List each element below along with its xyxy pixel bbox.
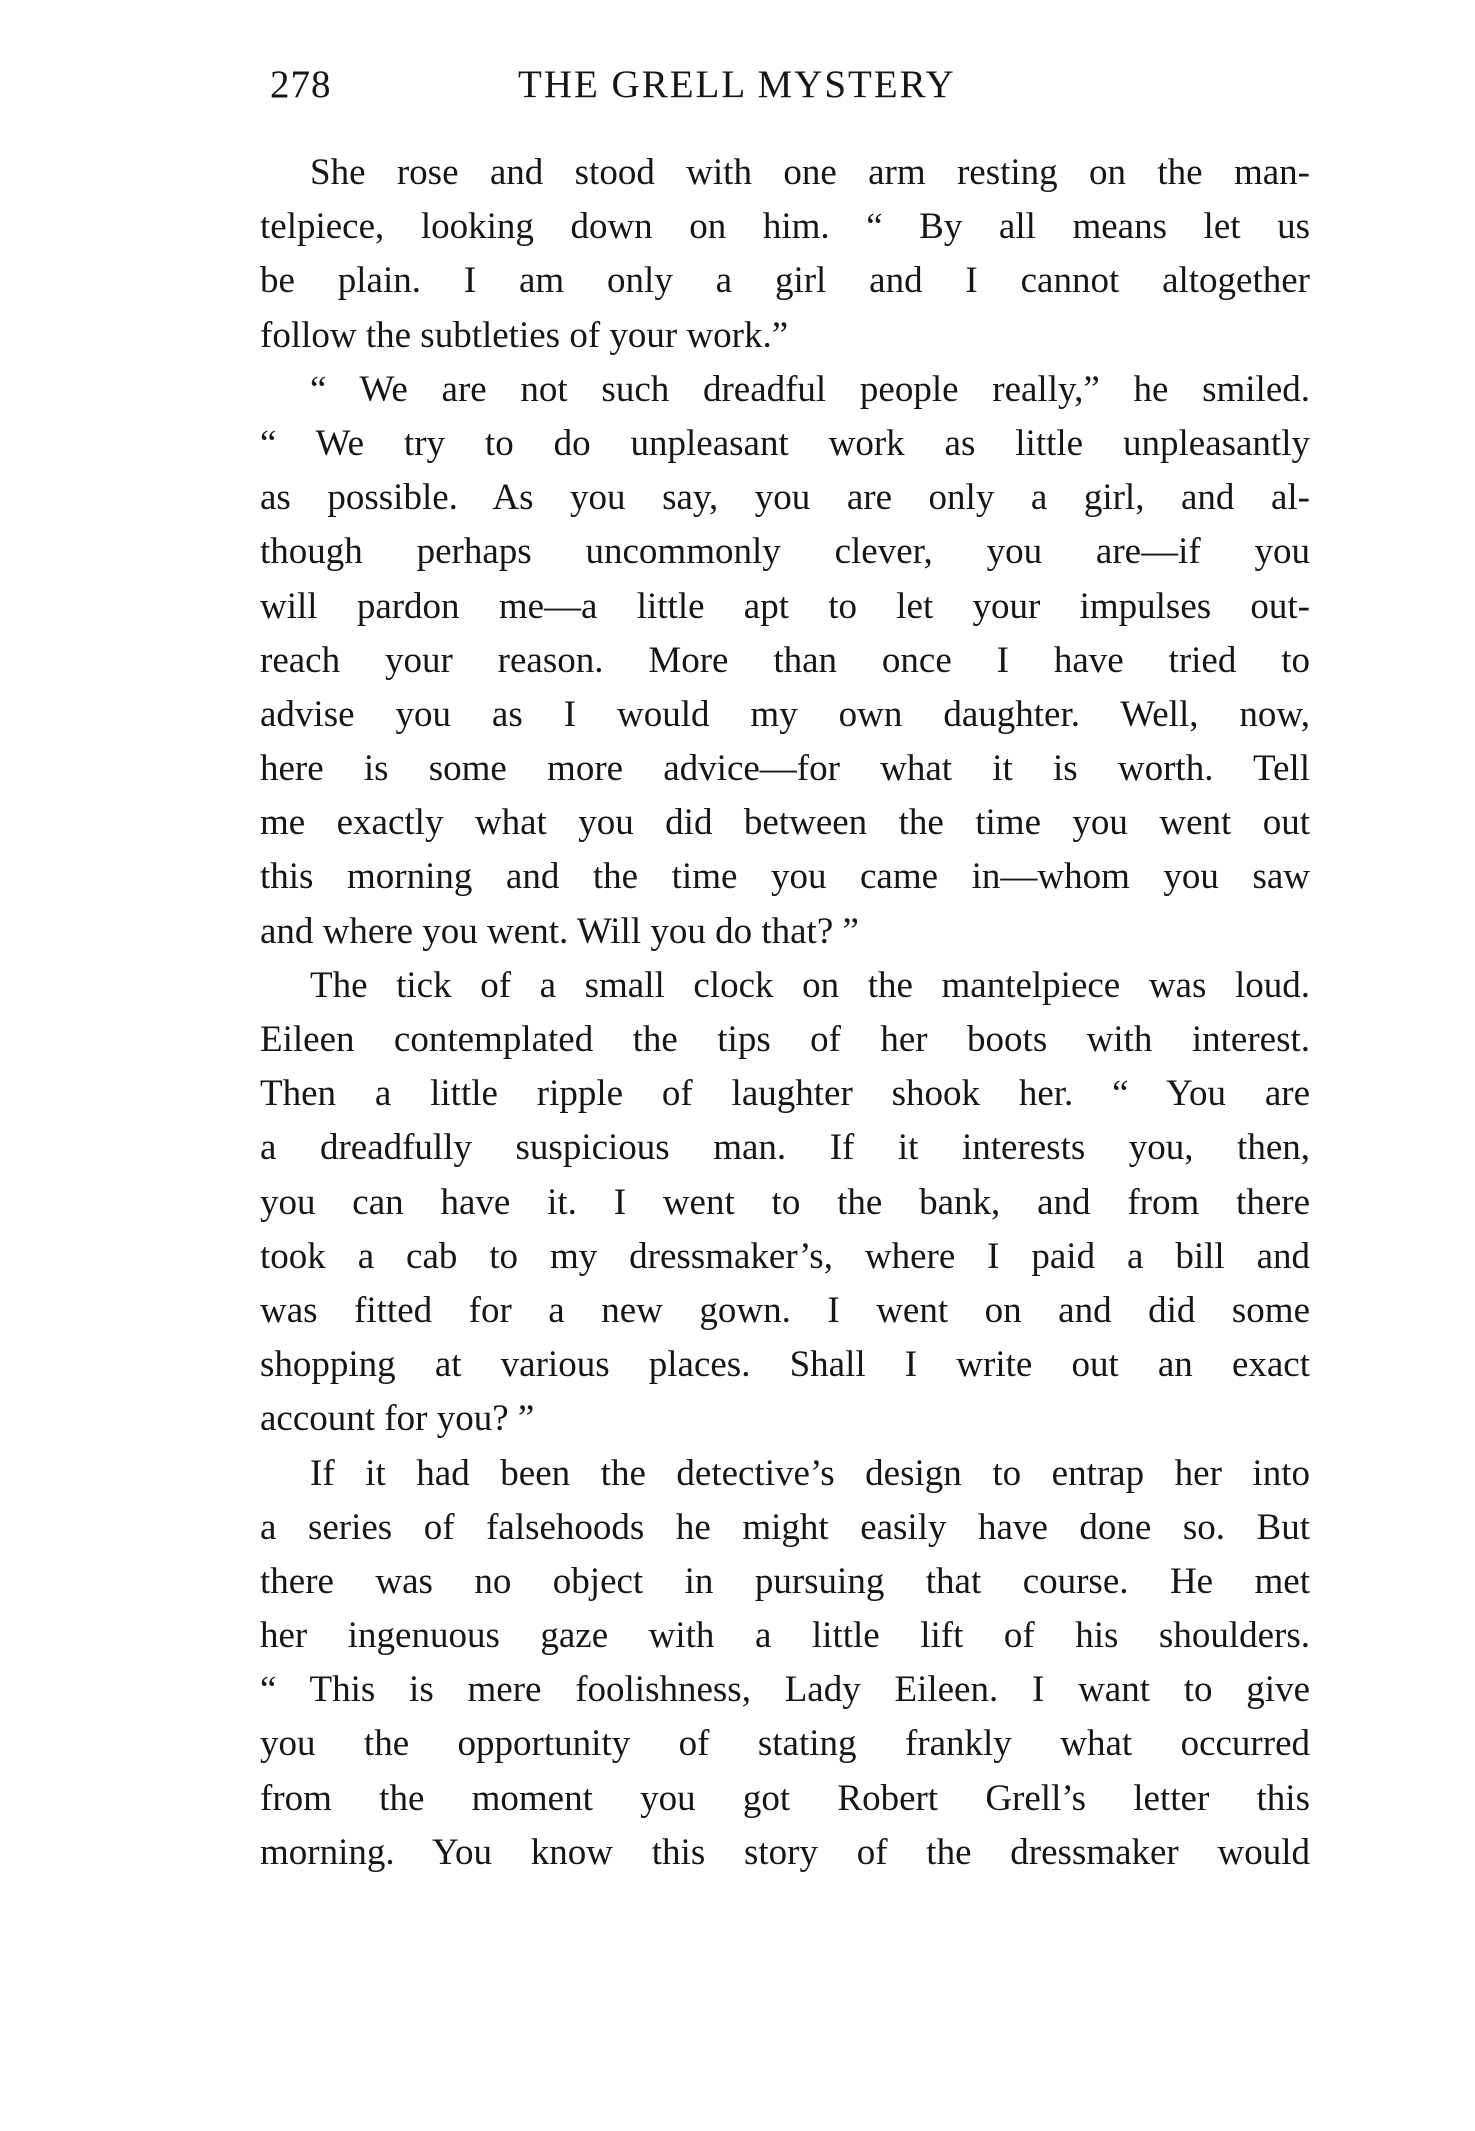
text-line: was fitted for a new gown. I went on and did some (260, 1289, 1310, 1331)
text-line: “ This is mere foolishness, Lady Eileen. I want to give (260, 1669, 1310, 1711)
text-line: Then a little ripple of laughter shook her. “ You are (260, 1073, 1310, 1115)
text-line: will pardon me—a little apt to let your impulses out- (260, 585, 1310, 627)
body-text (260, 146, 1310, 1880)
text-line: you can have it. I went to the bank, and from there (260, 1181, 1310, 1223)
text-line: morning. You know this story of the dressmaker would (260, 1831, 1310, 1873)
text-line: The tick of a small clock on the mantelpiece was loud. (310, 964, 1310, 1006)
text-line: She rose and stood with one arm resting on the man- (310, 152, 1310, 193)
text-line: advise you as I would my own daughter. Well, now, (260, 693, 1310, 735)
text-line: telpiece, looking down on him. “ By all means let us (260, 206, 1310, 248)
text-line: Eileen contemplated the tips of her boots with interest. (260, 1019, 1310, 1060)
text-line: me exactly what you did between the time you went out (260, 802, 1310, 844)
page-header (258, 62, 1313, 122)
text-line: this morning and the time you came in—whom you saw (260, 856, 1310, 898)
text-line: follow the subtleties of your work.” (260, 314, 789, 356)
running-title: THE GRELL MYSTERY (518, 63, 956, 106)
text-line: took a cab to my dressmaker’s, where I paid a bill and (260, 1235, 1310, 1277)
text-line: her ingenuous gaze with a little lift of his shoulders. (260, 1615, 1310, 1657)
text-line: “ We try to do unpleasant work as little unpleasantly (260, 422, 1310, 464)
text-line: you the opportunity of stating frankly what occurred (260, 1723, 1310, 1765)
text-line: If it had been the detective’s design to entrap her into (310, 1452, 1310, 1494)
text-line: reach your reason. More than once I have tried to (260, 639, 1310, 681)
text-line: a series of falsehoods he might easily have done so. But (260, 1506, 1310, 1548)
text-line: a dreadfully suspicious man. If it interests you, then, (260, 1127, 1310, 1169)
text-line: from the moment you got Robert Grell’s letter this (260, 1777, 1310, 1819)
text-line: and where you went. Will you do that? ” (260, 910, 859, 952)
text-line: though perhaps uncommonly clever, you are—if you (260, 531, 1310, 573)
text-line: be plain. I am only a girl and I cannot altogether (260, 260, 1310, 302)
text-line: here is some more advice—for what it is worth. Tell (260, 748, 1310, 790)
page-number: 278 (270, 63, 332, 106)
text-line: account for you? ” (260, 1398, 535, 1440)
text-line: there was no object in pursuing that course. He met (260, 1560, 1310, 1602)
text-line: shopping at various places. Shall I write out an exact (260, 1344, 1310, 1386)
text-line: “ We are not such dreadful people really,” he smiled. (310, 368, 1310, 410)
text-line: as possible. As you say, you are only a girl, and al- (260, 477, 1310, 519)
